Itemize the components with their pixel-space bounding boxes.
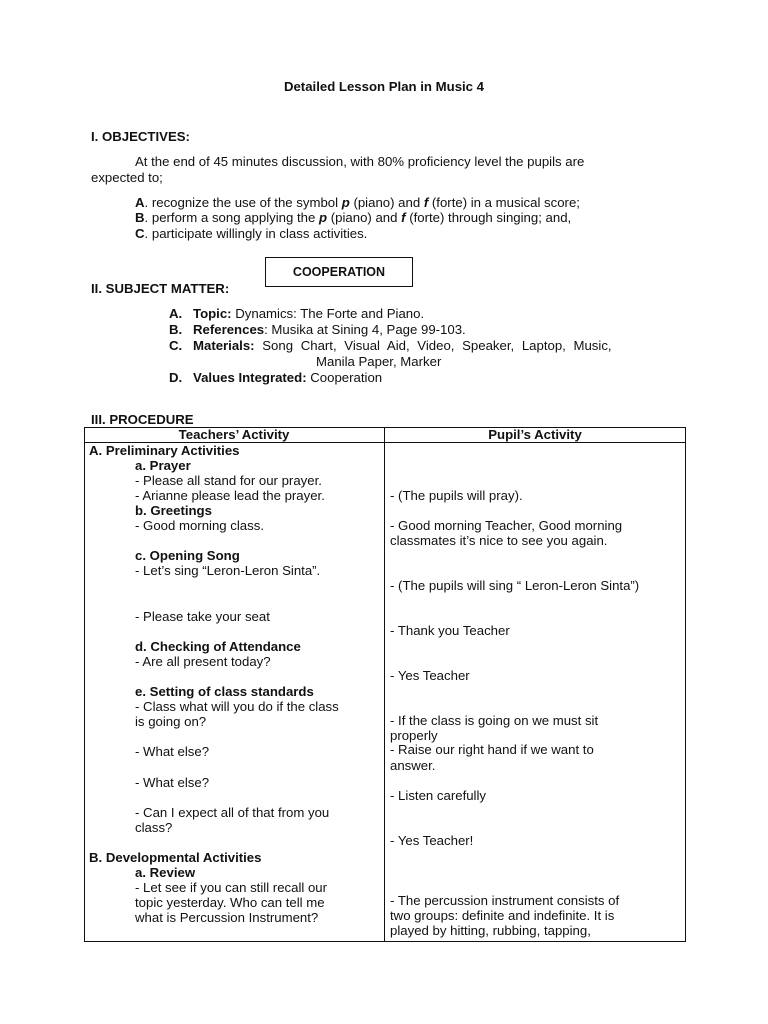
pupil-line: two groups: definite and indefinite. It is <box>390 908 615 923</box>
item-value: : Musika at Sining 4, Page 99-103. <box>264 322 466 337</box>
pupil-line: - Listen carefully <box>390 788 487 803</box>
objective-text: (forte) through singing; and, <box>405 210 572 225</box>
item-label: C. <box>169 338 183 353</box>
section-developmental: B. Developmental Activities <box>89 850 262 865</box>
piano-symbol: p <box>319 210 328 225</box>
header-pupil-activity: Pupil’s Activity <box>488 427 582 442</box>
teacher-line: topic yesterday. Who can tell me <box>135 895 325 910</box>
subject-item-references <box>169 322 669 338</box>
objective-letter: B <box>135 210 145 225</box>
teacher-line: what is Percussion Instrument? <box>135 910 319 925</box>
item-label: B. <box>169 322 183 337</box>
pupil-line: - The percussion instrument consists of <box>390 893 620 908</box>
pupil-line: - (The pupils will sing “ Leron-Leron Sinta”) <box>390 578 640 593</box>
objectives-heading: I. OBJECTIVES: <box>91 129 190 144</box>
pupil-line: - Yes Teacher! <box>390 833 474 848</box>
objective-text: (forte) in a musical score; <box>428 195 580 210</box>
objectives-intro-line2: expected to; <box>91 170 163 185</box>
teacher-line: is going on? <box>135 714 207 729</box>
subject-matter-list <box>169 306 669 386</box>
teacher-line: - Let see if you can still recall our <box>135 880 328 895</box>
sub-prayer: a. Prayer <box>135 458 191 473</box>
pupil-line: played by hitting, rubbing, tapping, <box>390 923 591 938</box>
pupil-line: - Raise our right hand if we want to <box>390 742 594 757</box>
pupil-line: - Thank you Teacher <box>390 623 510 638</box>
document-title: Detailed Lesson Plan in Music 4 <box>283 79 485 94</box>
pupil-line: - Yes Teacher <box>390 668 470 683</box>
item-key: Values Integrated: <box>193 370 307 385</box>
teacher-line: - What else? <box>135 775 210 790</box>
item-key: Topic: <box>193 306 232 321</box>
teacher-line: - Good morning class. <box>135 518 264 533</box>
pupil-line: answer. <box>390 758 436 773</box>
teacher-line: - Please take your seat <box>135 609 270 624</box>
item-value-continued: Manila Paper, Marker <box>316 354 442 369</box>
teacher-line: - What else? <box>135 744 210 759</box>
subject-item-materials <box>169 338 669 370</box>
subject-item-values <box>169 370 669 386</box>
teacher-line: - Please all stand for our prayer. <box>135 473 322 488</box>
item-value: Dynamics: The Forte and Piano. <box>231 306 425 321</box>
sub-opening-song: c. Opening Song <box>135 548 240 563</box>
piano-symbol: p <box>341 195 350 210</box>
item-key: References <box>193 322 265 337</box>
objective-text: (piano) and <box>327 210 402 225</box>
pupil-line: - (The pupils will pray). <box>390 488 523 503</box>
forte-symbol: f <box>401 210 406 225</box>
subject-item-topic <box>169 306 669 322</box>
teacher-line: - Let’s sing “Leron-Leron Sinta”. <box>135 563 321 578</box>
objective-text: . participate willingly in class activities. <box>144 226 368 241</box>
item-key: Materials: <box>193 338 255 353</box>
subject-matter-heading: II. SUBJECT MATTER: <box>91 281 230 296</box>
item-value: Cooperation <box>306 370 383 385</box>
pupil-line: properly <box>390 728 438 743</box>
forte-symbol: f <box>423 195 429 210</box>
objective-text: (piano) and <box>349 195 424 210</box>
item-value: Song Chart, Visual Aid, Video, Speaker, Laptop, Music, <box>254 338 612 353</box>
section-preliminary: A. Preliminary Activities <box>89 443 240 458</box>
objective-item-a <box>135 195 580 210</box>
pupil-line: - If the class is going on we must sit <box>390 713 599 728</box>
teacher-line: class? <box>135 820 173 835</box>
pupil-line: - Good morning Teacher, Good morning <box>390 518 623 533</box>
teacher-line: - Can I expect all of that from you <box>135 805 330 820</box>
item-label: D. <box>169 370 183 385</box>
objective-text: . recognize the use of the symbol <box>144 195 342 210</box>
sub-class-standards: e. Setting of class standards <box>135 684 314 699</box>
objective-item-b <box>135 210 571 225</box>
header-teacher-activity: Teachers’ Activity <box>178 427 290 442</box>
pupil-line: classmates it’s nice to see you again. <box>390 533 608 548</box>
column-divider <box>384 427 385 942</box>
teacher-line: - Arianne please lead the prayer. <box>135 488 325 503</box>
item-label: A. <box>169 306 183 321</box>
teacher-line: - Are all present today? <box>135 654 271 669</box>
objective-letter: C <box>135 226 145 241</box>
sub-greetings: b. Greetings <box>135 503 212 518</box>
objective-item-c <box>135 226 367 241</box>
objective-text: . perform a song applying the <box>144 210 320 225</box>
procedure-heading: III. PROCEDURE <box>91 412 194 427</box>
teacher-line: - Class what will you do if the class <box>135 699 339 714</box>
value-box: COOPERATION <box>265 257 413 287</box>
procedure-table <box>84 427 686 942</box>
sub-review: a. Review <box>135 865 196 880</box>
objective-letter: A <box>135 195 145 210</box>
sub-attendance: d. Checking of Attendance <box>135 639 301 654</box>
objectives-intro-line1: At the end of 45 minutes discussion, with 80% proficiency level the pupils are <box>135 154 585 169</box>
